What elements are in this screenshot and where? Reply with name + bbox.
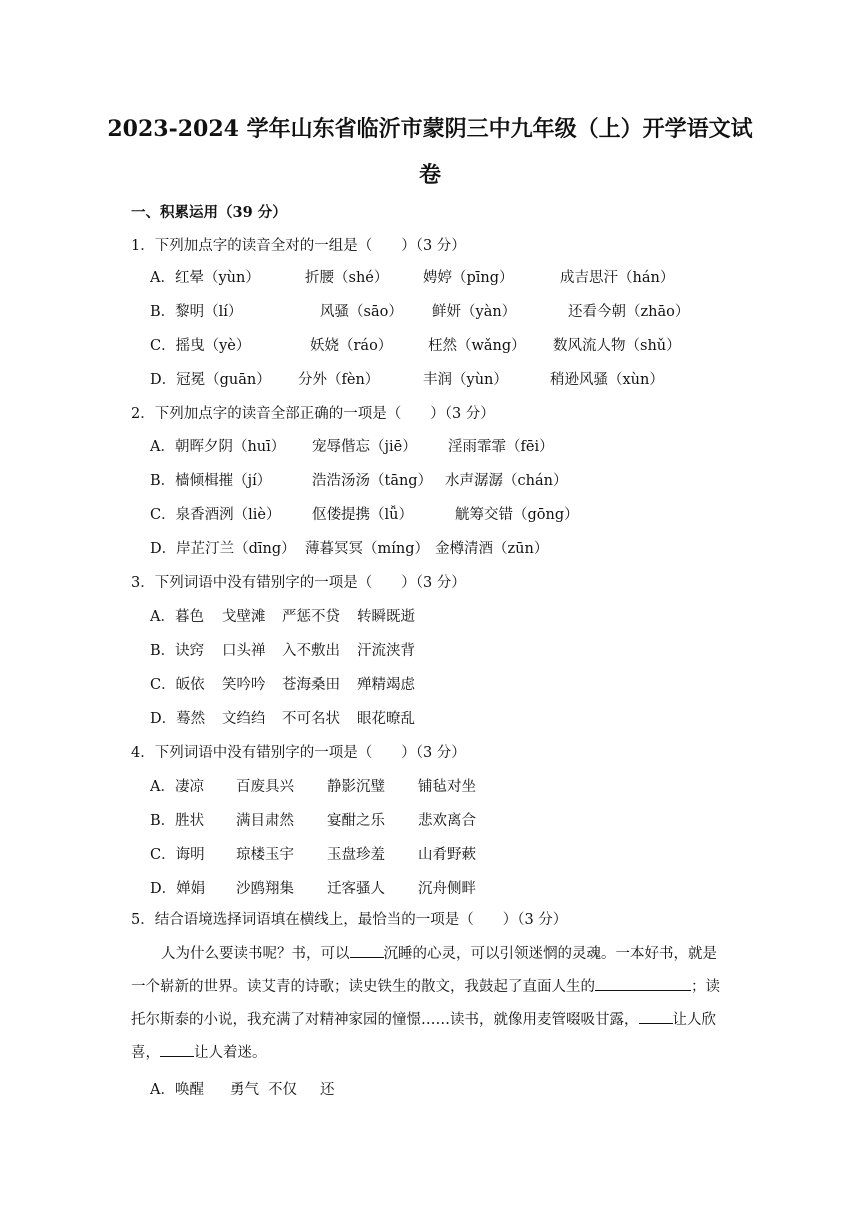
exam-title-line2: 卷 [418, 162, 441, 188]
option-item: 迁客骚人 [327, 881, 385, 897]
option-item: 淫雨霏霏（fēi） [448, 439, 554, 455]
option-item: B．胜状 [150, 813, 205, 829]
option-item: 铺毡对坐 [418, 779, 476, 795]
option-item: C．诲明 [150, 847, 205, 863]
option-item: 稍逊风骚（xùn） [550, 372, 664, 388]
question-3-stem: 3．下列词语中没有错别字的一项是（ ）（3 分） [131, 575, 466, 591]
option-item: 宠辱偕忘（jiē） [312, 439, 417, 455]
option-item: C．摇曳（yè） [150, 338, 251, 354]
passage-text: 让人着迷。 [194, 1045, 267, 1061]
option-item: 风骚（sāo） [320, 304, 403, 320]
option-item: D．岸芷汀兰（dīng） [150, 541, 296, 557]
option-item: 丰润（yùn） [423, 372, 508, 388]
option-item: 还看今朝（zhāo） [568, 304, 690, 320]
option-item: 水声潺潺（chán） [445, 473, 568, 489]
option-item: A．红晕（yùn） [150, 270, 260, 286]
option-item: A．唤醒 [150, 1082, 204, 1098]
option-item: 转瞬既逝 [357, 609, 415, 625]
option-item: 娉婷（pīng） [423, 270, 514, 286]
option-item: B．诀窍 [150, 643, 205, 659]
option-item: 不仅 [268, 1082, 297, 1098]
option-item: 沉舟侧畔 [418, 881, 476, 897]
option-item: 苍海桑田 [282, 677, 340, 693]
option-item: 笑吟吟 [222, 677, 266, 693]
option-item: 悲欢离合 [418, 813, 476, 829]
option-item: 沙鸥翔集 [236, 881, 294, 897]
question-2-stem: 2．下列加点字的读音全部正确的一项是（ ）（3 分） [131, 406, 495, 422]
option-item: 山肴野蔌 [418, 847, 476, 863]
option-item: D．蓦然 [150, 711, 206, 727]
option-item: 鲜妍（yàn） [432, 304, 517, 320]
option-item: A．朝晖夕阴（huī） [150, 439, 286, 455]
option-item: 殚精竭虑 [357, 677, 415, 693]
option-item: 成吉思汗（hán） [560, 270, 675, 286]
fill-blank-3 [639, 1007, 673, 1024]
option-item: 宴酣之乐 [327, 813, 385, 829]
passage-text: 沉睡的心灵，可以引领迷惘的灵魂。一本好书，就是一个崭新的世界。读艾青的诗歌；读史铁生的散文，我鼓起了直面人生的 [131, 946, 717, 995]
option-item: 不可名状 [282, 711, 340, 727]
option-item: 汗流浃背 [357, 643, 415, 659]
question-5-passage [131, 938, 731, 1070]
option-item: 妖娆（ráo） [310, 338, 393, 354]
question-1-stem: 1．下列加点字的读音全对的一组是（ ）（3 分） [131, 238, 466, 254]
passage-text: 让人欣喜， [131, 1012, 716, 1061]
option-item: A．暮色 [150, 609, 204, 625]
option-item: 戈壁滩 [222, 609, 266, 625]
section-heading: 一、积累运用（39 分） [131, 204, 287, 221]
option-item: 折腰（shé） [305, 270, 389, 286]
option-item: C．皈依 [150, 677, 205, 693]
option-item: 入不敷出 [282, 643, 340, 659]
question-4-stem: 4．下列词语中没有错别字的一项是（ ）（3 分） [131, 745, 466, 761]
option-item: 伛偻提携（lǚ） [312, 507, 413, 523]
question-5-stem: 5．结合语境选择词语填在横线上，最恰当的一项是（ ）（3 分） [131, 912, 568, 928]
option-item: 浩浩汤汤（tāng） [312, 473, 433, 489]
option-item: 满目肃然 [236, 813, 294, 829]
option-item: 眼花暸乱 [357, 711, 415, 727]
option-item: 数风流人物（shǔ） [553, 338, 681, 354]
option-item: 玉盘珍羞 [327, 847, 385, 863]
fill-blank-1 [350, 941, 384, 958]
option-item: A．凄凉 [150, 779, 204, 795]
option-item: 还 [320, 1082, 335, 1098]
option-item: D．婵娟 [150, 881, 206, 897]
passage-text: 人为什么要读书呢？书，可以 [161, 946, 350, 962]
fill-blank-2 [595, 974, 691, 991]
option-item: 百废具兴 [236, 779, 294, 795]
passage-text: ；读托尔斯泰的小说，我充满了对精神家园的憧憬……读书，就像用麦管啜吸甘露， [131, 979, 720, 1028]
exam-title-line1: 2023-2024 学年山东省临沂市蒙阴三中九年级（上）开学语文试 [107, 116, 753, 142]
option-item: 金樽清酒（zūn） [435, 541, 549, 557]
fill-blank-4 [160, 1040, 194, 1057]
option-item: 枉然（wǎng） [428, 338, 526, 354]
option-item: 分外（fèn） [298, 372, 380, 388]
option-item: 勇气 [230, 1082, 259, 1098]
option-item: B．樯倾楫摧（jí） [150, 473, 272, 489]
option-item: B．黎明（lí） [150, 304, 243, 320]
option-item: D．冠冕（guān） [150, 372, 271, 388]
option-item: 觥筹交错（gōng） [455, 507, 579, 523]
option-item: 口头禅 [222, 643, 266, 659]
option-item: 严惩不贷 [282, 609, 340, 625]
option-item: 静影沉璧 [327, 779, 385, 795]
option-item: 薄暮冥冥（míng） [305, 541, 430, 557]
option-item: 琼楼玉宇 [236, 847, 294, 863]
option-item: C．泉香酒洌（liè） [150, 507, 281, 523]
option-item: 文绉绉 [222, 711, 266, 727]
